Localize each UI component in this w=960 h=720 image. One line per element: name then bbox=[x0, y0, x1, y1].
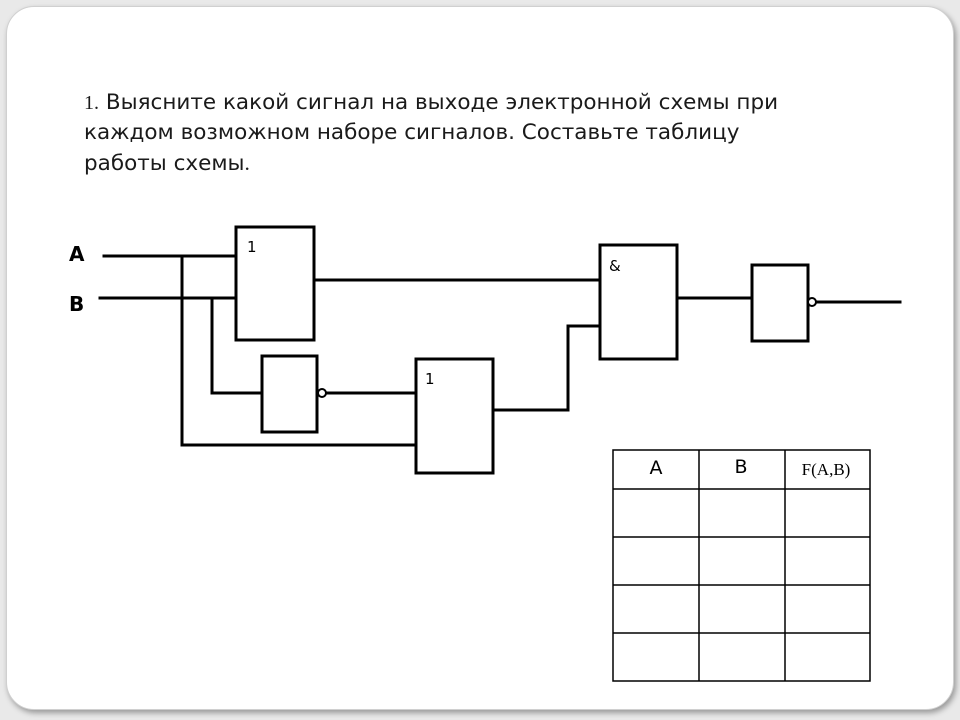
table-header-f: F(A,B) bbox=[801, 460, 851, 479]
not-gate-output-bubble bbox=[808, 298, 816, 306]
wire-or2-out bbox=[493, 326, 600, 410]
table-header-a: A bbox=[649, 457, 663, 479]
input-a-label: A bbox=[69, 242, 85, 266]
or-gate-bottom-label: 1 bbox=[425, 370, 435, 388]
table-header-b: B bbox=[734, 456, 748, 478]
truth-table bbox=[613, 450, 870, 681]
task-line-2: каждом возможном наборе сигналов. Составьте таблицу bbox=[84, 120, 740, 145]
or-gate-top-label: 1 bbox=[247, 238, 257, 256]
task-line-3: работы схемы bbox=[84, 151, 245, 176]
not-gate-bottom-bubble bbox=[318, 389, 326, 397]
and-gate-label: & bbox=[609, 257, 621, 275]
task-line-1: Выясните какой сигнал на выходе электронной схемы при bbox=[105, 90, 779, 115]
not-gate-bottom bbox=[262, 356, 317, 432]
task-number: 1. bbox=[84, 92, 99, 114]
task-end-dot: . bbox=[244, 151, 250, 175]
input-b-label: B bbox=[69, 292, 85, 316]
not-gate-output bbox=[752, 265, 808, 341]
